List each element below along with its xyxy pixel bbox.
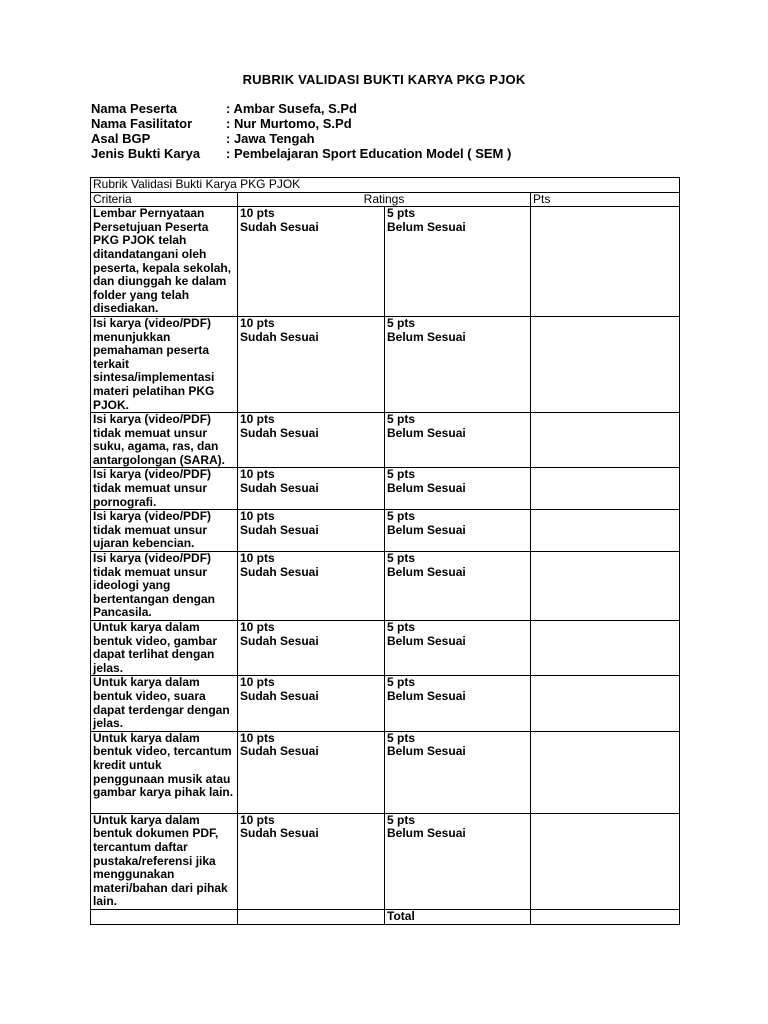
rating-points: 10 pts <box>240 675 275 690</box>
table-row <box>91 468 680 510</box>
criteria-text: Lembar Pernyataan Persetujuan Peserta PKG PJOK telah ditandatangani oleh peserta, kepala sekolah, dan diunggah ke dalam folder yang telah disediakan. <box>93 206 232 316</box>
rating-label: Sudah Sesuai <box>240 425 319 440</box>
pts-cell <box>531 413 680 468</box>
meta-value: : Nur Murtomo, S.Pd <box>226 116 352 131</box>
rating-label: Belum Sesuai <box>387 744 466 759</box>
empty-cell <box>238 909 385 924</box>
rating-high-cell <box>238 316 385 412</box>
criteria-cell <box>91 468 238 510</box>
table-row <box>91 731 680 813</box>
rating-points: 5 pts <box>387 315 416 330</box>
rating-points: 10 pts <box>240 315 275 330</box>
rating-points: 5 pts <box>387 730 416 745</box>
rating-label: Belum Sesuai <box>387 219 466 234</box>
rating-low-cell <box>385 316 531 412</box>
criteria-text: Isi karya (video/PDF) tidak memuat unsur ideologi yang bertentangan dengan Pancasila. <box>93 551 216 620</box>
rating-points: 5 pts <box>387 206 416 221</box>
criteria-cell <box>91 207 238 317</box>
rating-label: Sudah Sesuai <box>240 481 319 496</box>
criteria-cell <box>91 731 238 813</box>
rating-points: 5 pts <box>387 620 416 634</box>
rating-low-cell <box>385 468 531 510</box>
table-caption: Rubrik Validasi Bukti Karya PKG PJOK <box>91 178 680 193</box>
criteria-cell <box>91 813 238 909</box>
table-row <box>91 207 680 317</box>
meta-row-facilitator <box>91 116 511 131</box>
rating-low-cell <box>385 510 531 552</box>
rating-points: 5 pts <box>387 812 416 827</box>
meta-value: : Ambar Susefa, S.Pd <box>226 101 357 116</box>
rating-label: Belum Sesuai <box>387 481 466 496</box>
meta-label: Nama Fasilitator <box>91 116 193 131</box>
pts-cell <box>531 316 680 412</box>
pts-cell <box>531 207 680 317</box>
criteria-text: Isi karya (video/PDF) tidak memuat unsur pornografi. <box>93 467 212 509</box>
rating-label: Sudah Sesuai <box>240 329 319 344</box>
criteria-text: Isi karya (video/PDF) tidak memuat unsur suku, agama, ras, dan antargolongan (SARA). <box>93 412 225 467</box>
rating-label: Sudah Sesuai <box>240 633 319 648</box>
criteria-text: Untuk karya dalam bentuk dokumen PDF, tercantum daftar pustaka/referensi jika menggunakan materi/bahan dari pihak lain. <box>93 812 228 909</box>
rating-high-cell <box>238 621 385 676</box>
rating-label: Sudah Sesuai <box>240 744 319 759</box>
rating-label: Sudah Sesuai <box>240 564 319 579</box>
rating-low-cell <box>385 621 531 676</box>
table-row <box>91 510 680 552</box>
rating-label: Belum Sesuai <box>387 329 466 344</box>
rating-low-cell <box>385 676 531 731</box>
table-row <box>91 316 680 412</box>
rating-label: Sudah Sesuai <box>240 826 319 841</box>
pts-cell <box>531 468 680 510</box>
table-row <box>91 813 680 909</box>
rating-points: 10 pts <box>240 467 275 482</box>
criteria-cell <box>91 621 238 676</box>
pts-cell <box>531 552 680 621</box>
rating-label: Sudah Sesuai <box>240 688 319 703</box>
rating-low-cell <box>385 731 531 813</box>
pts-cell <box>531 510 680 552</box>
header-criteria: Criteria <box>91 192 238 207</box>
rating-points: 10 pts <box>240 620 275 634</box>
rating-points: 10 pts <box>240 509 275 524</box>
criteria-text: Untuk karya dalam bentuk video, tercantum kredit untuk penggunaan musik atau gambar karya pihak lain. <box>93 730 234 800</box>
rating-points: 5 pts <box>387 675 416 690</box>
criteria-text: Isi karya (video/PDF) tidak memuat unsur ujaran kebencian. <box>93 509 212 551</box>
rating-points: 10 pts <box>240 412 275 427</box>
criteria-text: Isi karya (video/PDF) menunjukkan pemahaman peserta terkait sintesa/implementasi materi pelatihan PKG PJOK. <box>93 315 215 412</box>
meta-value: : Pembelajaran Sport Education Model ( SEM ) <box>226 146 512 161</box>
participant-info <box>91 101 511 161</box>
rating-points: 5 pts <box>387 509 416 524</box>
table-caption-row <box>91 178 680 193</box>
rating-high-cell <box>238 510 385 552</box>
criteria-cell <box>91 552 238 621</box>
pts-cell <box>531 813 680 909</box>
total-value <box>531 909 680 924</box>
rating-points: 10 pts <box>240 812 275 827</box>
rating-label: Belum Sesuai <box>387 826 466 841</box>
meta-row-participant <box>91 101 511 116</box>
pts-cell <box>531 676 680 731</box>
rating-points: 5 pts <box>387 551 416 566</box>
rating-label: Belum Sesuai <box>387 633 466 648</box>
empty-cell <box>91 909 238 924</box>
rating-high-cell <box>238 207 385 317</box>
rating-points: 10 pts <box>240 206 275 221</box>
header-pts: Pts <box>531 192 680 207</box>
meta-label: Asal BGP <box>91 131 151 146</box>
criteria-cell <box>91 676 238 731</box>
table-row <box>91 621 680 676</box>
document-title: RUBRIK VALIDASI BUKTI KARYA PKG PJOK <box>242 72 526 87</box>
meta-label: Jenis Bukti Karya <box>91 146 201 161</box>
rating-low-cell <box>385 413 531 468</box>
meta-row-work-type <box>91 146 511 161</box>
rating-points: 5 pts <box>387 412 416 427</box>
rating-label: Belum Sesuai <box>387 564 466 579</box>
rating-label: Sudah Sesuai <box>240 522 319 537</box>
rating-label: Belum Sesuai <box>387 522 466 537</box>
total-label: Total <box>385 909 531 924</box>
rating-low-cell <box>385 552 531 621</box>
rubric-table-body <box>91 178 680 925</box>
header-ratings: Ratings <box>238 192 531 207</box>
rating-high-cell <box>238 552 385 621</box>
rating-low-cell <box>385 207 531 317</box>
pts-cell <box>531 621 680 676</box>
criteria-cell <box>91 413 238 468</box>
table-row <box>91 413 680 468</box>
table-header-row <box>91 192 680 207</box>
pts-cell <box>531 731 680 813</box>
criteria-text: Untuk karya dalam bentuk video, gambar dapat terlihat dengan jelas. <box>93 620 218 675</box>
meta-label: Nama Peserta <box>91 101 177 116</box>
rating-label: Belum Sesuai <box>387 688 466 703</box>
rubric-table <box>90 177 680 925</box>
rating-points: 10 pts <box>240 551 275 566</box>
rating-label: Belum Sesuai <box>387 425 466 440</box>
criteria-cell <box>91 316 238 412</box>
rating-high-cell <box>238 468 385 510</box>
rating-high-cell <box>238 676 385 731</box>
meta-row-bgp <box>91 131 511 146</box>
rating-high-cell <box>238 731 385 813</box>
table-row <box>91 552 680 621</box>
table-total-row <box>91 909 680 924</box>
table-row <box>91 676 680 731</box>
rating-high-cell <box>238 813 385 909</box>
rating-low-cell <box>385 813 531 909</box>
rating-points: 10 pts <box>240 730 275 745</box>
criteria-text: Untuk karya dalam bentuk video, suara dapat terdengar dengan jelas. <box>93 675 230 731</box>
rating-points: 5 pts <box>387 467 416 482</box>
criteria-cell <box>91 510 238 552</box>
rating-high-cell <box>238 413 385 468</box>
rating-label: Sudah Sesuai <box>240 219 319 234</box>
meta-value: : Jawa Tengah <box>226 131 315 146</box>
